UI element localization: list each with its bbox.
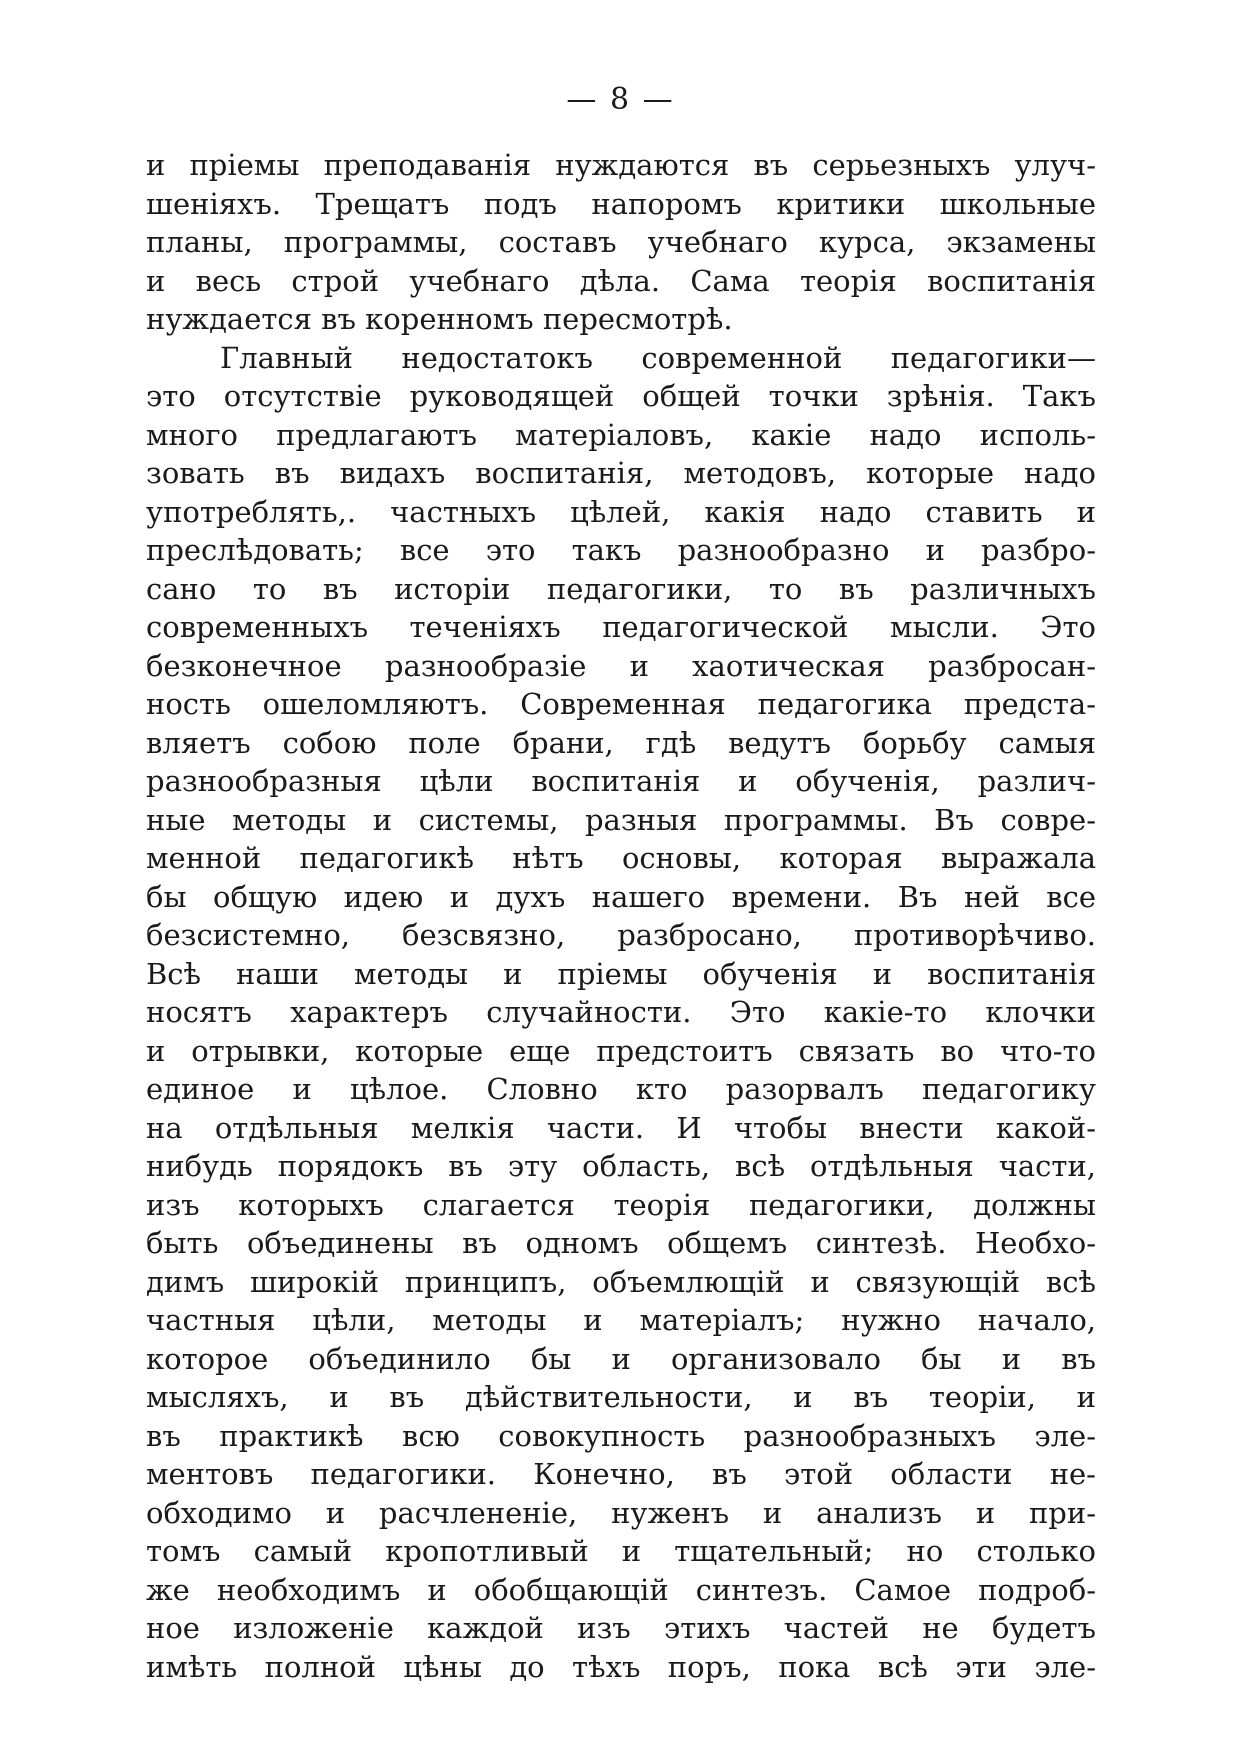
text-line: планы, программы, составъ учебнаго курса, экзамены — [146, 225, 1096, 259]
text-line: это отсутствіе руководящей общей точки зрѣнія. Такъ — [146, 379, 1096, 413]
text-line: обходимо и расчлененіе, нуженъ и анализъ и при- — [146, 1495, 1096, 1530]
paragraph-start-line: Главный недостатокъ современной педагогики— — [220, 340, 1096, 375]
text-line: и пріемы преподаванія нуждаются въ серьезныхъ улуч- — [146, 148, 1096, 182]
text-line: въ практикѣ всю совокупность разнообразныхъ эле- — [146, 1418, 1096, 1453]
text-line: быть объединены въ одномъ общемъ синтезѣ. Необхо- — [146, 1226, 1096, 1260]
body-text — [146, 146, 1096, 1686]
text-line: разнообразныя цѣли воспитанія и обученія, различ- — [146, 764, 1096, 798]
text-line: зовать въ видахъ воспитанія, методовъ, которые надо — [146, 456, 1096, 490]
text-line: ные методы и системы, разныя программы. Въ совре- — [146, 802, 1096, 837]
text-line: и отрывки, которые еще предстоитъ связать во что-то — [146, 1033, 1096, 1068]
text-line: изъ которыхъ слагается теорія педагогики, должны — [146, 1187, 1096, 1222]
text-line: имѣть полной цѣны до тѣхъ поръ, пока всѣ эти эле- — [146, 1649, 1096, 1684]
text-line: бы общую идею и духъ нашего времени. Въ ней все — [146, 879, 1096, 914]
text-line: носятъ характеръ случайности. Это какіе-то клочки — [146, 995, 1096, 1029]
text-line: употреблять,. частныхъ цѣлей, какія надо ставить и — [146, 494, 1096, 529]
text-line: менной педагогикѣ нѣтъ основы, которая выражала — [146, 841, 1096, 875]
text-line: димъ широкій принципъ, объемлющій и связующій всѣ — [146, 1264, 1096, 1299]
text-line: сано то въ исторіи педагогики, то въ различныхъ — [146, 571, 1096, 606]
text-line: частныя цѣли, методы и матеріалъ; нужно начало, — [146, 1303, 1096, 1337]
text-line: нибудь порядокъ въ эту область, всѣ отдѣльныя части, — [146, 1149, 1096, 1183]
text-line: которое объединило бы и организовало бы и въ — [146, 1341, 1096, 1376]
text-line: единое и цѣлое. Словно кто разорвалъ педагогику — [146, 1072, 1096, 1106]
text-line: нуждается въ коренномъ пересмотрѣ. — [146, 302, 733, 336]
text-line: современныхъ теченіяхъ педагогической мысли. Это — [146, 610, 1096, 644]
page-number: — 8 — — [566, 82, 675, 117]
text-line: вляетъ собою поле брани, гдѣ ведутъ борьбу самыя — [146, 725, 1096, 760]
text-line: же необходимъ и обобщающій синтезъ. Самое подроб- — [146, 1572, 1096, 1607]
text-line: преслѣдовать; все это такъ разнообразно и разбро- — [146, 533, 1096, 567]
text-line: ность ошеломляютъ. Современная педагогика предста- — [146, 687, 1096, 721]
text-line: ное изложеніе каждой изъ этихъ частей не будетъ — [146, 1611, 1096, 1645]
text-line: Всѣ наши методы и пріемы обученія и воспитанія — [146, 956, 1096, 991]
text-line: безсистемно, безсвязно, разбросано, противорѣчиво. — [146, 918, 1096, 952]
text-line: и весь строй учебнаго дѣла. Сама теорія воспитанія — [146, 263, 1096, 298]
text-line: безконечное разнообразіе и хаотическая разбросан- — [146, 648, 1096, 683]
text-line: томъ самый кропотливый и тщательный; но столько — [146, 1534, 1096, 1568]
text-line: шеніяхъ. Трещатъ подъ напоромъ критики школьные — [146, 186, 1096, 221]
text-line: много предлагаютъ матеріаловъ, какіе надо исполь- — [146, 417, 1096, 452]
text-line: на отдѣльныя мелкія части. И чтобы внести какой- — [146, 1110, 1096, 1145]
text-line: мысляхъ, и въ дѣйствительности, и въ теоріи, и — [146, 1380, 1096, 1414]
text-line: ментовъ педагогики. Конечно, въ этой области не- — [146, 1457, 1096, 1491]
